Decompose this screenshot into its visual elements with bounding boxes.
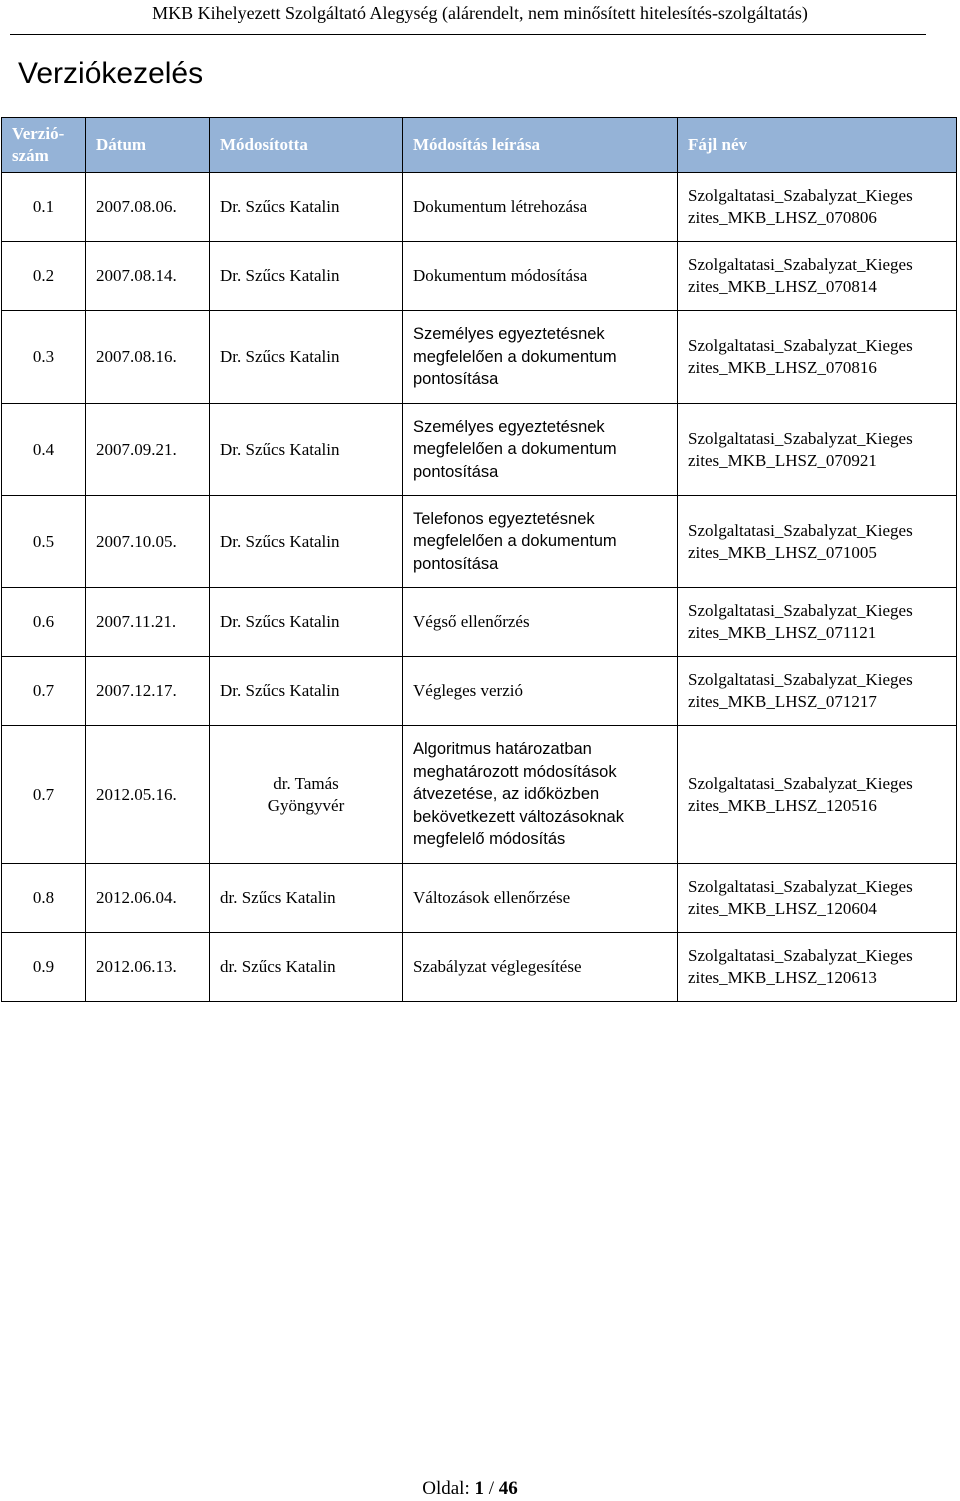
table-row — [2, 311, 957, 404]
date-cell: 2012.06.13. — [86, 933, 210, 1002]
author-cell: Dr. Szűcs Katalin — [210, 173, 403, 242]
filename-cell — [678, 173, 957, 242]
column-header-version-line1: Verzió- — [12, 124, 65, 143]
filename-line: Szolgaltatasi_Szabalyzat_Kieges — [688, 255, 913, 274]
description-line: Személyes egyeztetésnek — [413, 325, 605, 344]
filename-line: zites_MKB_LHSZ_070806 — [688, 208, 877, 227]
page-footer — [0, 1477, 940, 1501]
version-cell: 0.9 — [2, 933, 86, 1002]
description-cell — [403, 496, 678, 588]
date-cell: 2012.06.04. — [86, 864, 210, 933]
table-row — [2, 404, 957, 496]
filename-line: Szolgaltatasi_Szabalyzat_Kieges — [688, 520, 913, 540]
column-header-description: Módosítás leírása — [403, 118, 678, 173]
description-line: Személyes egyeztetésnek — [413, 417, 605, 436]
table-row — [2, 496, 957, 588]
filename-line: Szolgaltatasi_Szabalyzat_Kieges — [688, 946, 913, 965]
description-line: pontosítása — [413, 370, 499, 389]
column-header-version — [2, 118, 86, 173]
version-cell: 0.3 — [2, 311, 86, 404]
author-cell: dr. Szűcs Katalin — [210, 933, 403, 1002]
column-header-version-line2: szám — [12, 146, 49, 165]
filename-cell — [678, 242, 957, 311]
author-cell: Dr. Szűcs Katalin — [210, 496, 403, 588]
author-line: Gyöngyvér — [267, 795, 345, 815]
description-line: átvezetése, az időközben — [413, 785, 600, 804]
author-cell: Dr. Szűcs Katalin — [210, 657, 403, 726]
table-row — [2, 242, 957, 311]
description-cell — [403, 242, 678, 311]
description-cell — [403, 404, 678, 496]
filename-line: Szolgaltatasi_Szabalyzat_Kieges — [688, 670, 913, 689]
version-cell: 0.5 — [2, 496, 86, 588]
author-cell: Dr. Szűcs Katalin — [210, 404, 403, 496]
description-line: megfelelően a dokumentum — [413, 440, 617, 459]
description-line: Szabályzat véglegesítése — [413, 957, 582, 976]
description-cell — [403, 864, 678, 933]
description-line: megfelelően a dokumentum — [413, 532, 617, 551]
filename-line: zites_MKB_LHSZ_070921 — [688, 450, 877, 470]
column-header-date: Dátum — [86, 118, 210, 173]
author-cell: Dr. Szűcs Katalin — [210, 588, 403, 657]
filename-line: zites_MKB_LHSZ_070814 — [688, 277, 877, 296]
description-line: Végső ellenőrzés — [413, 612, 530, 631]
date-cell: 2007.10.05. — [86, 496, 210, 588]
filename-line: Szolgaltatasi_Szabalyzat_Kieges — [688, 336, 913, 355]
filename-cell — [678, 726, 957, 864]
table-row — [2, 657, 957, 726]
filename-line: zites_MKB_LHSZ_120604 — [688, 899, 877, 918]
description-line: meghatározott módosítások — [413, 762, 617, 781]
author-cell: Dr. Szűcs Katalin — [210, 311, 403, 404]
description-cell — [403, 657, 678, 726]
filename-cell — [678, 864, 957, 933]
column-header-author: Módosította — [210, 118, 403, 173]
date-cell: 2007.08.14. — [86, 242, 210, 311]
date-cell: 2007.08.16. — [86, 311, 210, 404]
filename-cell — [678, 588, 957, 657]
author-cell — [210, 726, 403, 864]
description-line: Dokumentum létrehozása — [413, 197, 588, 216]
description-line: pontosítása — [413, 554, 499, 573]
current-page-number: 1 — [474, 1478, 484, 1499]
filename-cell — [678, 311, 957, 404]
author-line: dr. Tamás — [273, 773, 339, 793]
date-cell: 2007.08.06. — [86, 173, 210, 242]
page-separator: / — [488, 1478, 495, 1499]
filename-line: zites_MKB_LHSZ_120516 — [688, 795, 877, 815]
description-line: pontosítása — [413, 462, 499, 481]
column-header-filename: Fájl név — [678, 118, 957, 173]
filename-line: Szolgaltatasi_Szabalyzat_Kieges — [688, 601, 913, 620]
version-cell: 0.8 — [2, 864, 86, 933]
table-row — [2, 864, 957, 933]
version-cell: 0.7 — [2, 726, 86, 864]
filename-line: zites_MKB_LHSZ_071217 — [688, 692, 877, 711]
table-body — [2, 173, 957, 1002]
page-label: Oldal: — [422, 1478, 470, 1499]
version-cell: 0.4 — [2, 404, 86, 496]
date-cell: 2007.09.21. — [86, 404, 210, 496]
filename-line: Szolgaltatasi_Szabalyzat_Kieges — [688, 428, 913, 448]
description-cell — [403, 588, 678, 657]
version-cell: 0.1 — [2, 173, 86, 242]
filename-line: Szolgaltatasi_Szabalyzat_Kieges — [688, 186, 913, 205]
author-cell: dr. Szűcs Katalin — [210, 864, 403, 933]
filename-line: zites_MKB_LHSZ_071121 — [688, 623, 877, 642]
author-cell: Dr. Szűcs Katalin — [210, 242, 403, 311]
version-cell: 0.2 — [2, 242, 86, 311]
description-line: Dokumentum módosítása — [413, 266, 588, 285]
section-title: Verziókezelés — [18, 57, 204, 90]
description-line: Algoritmus határozatban — [413, 740, 592, 759]
description-cell — [403, 933, 678, 1002]
version-cell: 0.6 — [2, 588, 86, 657]
filename-cell — [678, 404, 957, 496]
date-cell: 2007.11.21. — [86, 588, 210, 657]
description-cell — [403, 726, 678, 864]
filename-cell — [678, 933, 957, 1002]
filename-cell — [678, 657, 957, 726]
version-cell: 0.7 — [2, 657, 86, 726]
filename-line: Szolgaltatasi_Szabalyzat_Kieges — [688, 877, 913, 896]
total-pages: 46 — [498, 1478, 518, 1499]
filename-line: zites_MKB_LHSZ_071005 — [688, 542, 877, 562]
description-cell — [403, 173, 678, 242]
description-line: Végleges verzió — [413, 681, 523, 700]
filename-line: zites_MKB_LHSZ_120613 — [688, 968, 877, 987]
description-line: megfelelően a dokumentum — [413, 347, 617, 366]
table-row — [2, 726, 957, 864]
description-line: Változások ellenőrzése — [413, 888, 571, 907]
version-history-table — [1, 117, 957, 1002]
filename-line: Szolgaltatasi_Szabalyzat_Kieges — [688, 773, 913, 793]
filename-cell — [678, 496, 957, 588]
date-cell: 2007.12.17. — [86, 657, 210, 726]
filename-line: zites_MKB_LHSZ_070816 — [688, 358, 877, 377]
table-row — [2, 933, 957, 1002]
table-row — [2, 173, 957, 242]
description-line: Telefonos egyeztetésnek — [413, 509, 595, 528]
running-header: MKB Kihelyezett Szolgáltató Alegység (alárendelt, nem minősített hitelesítés-szolgáltatás) — [152, 3, 808, 23]
table-row — [2, 588, 957, 657]
description-line: megfelelő módosítás — [413, 830, 566, 849]
table-header-row — [2, 118, 957, 173]
description-line: bekövetkezett változásoknak — [413, 807, 624, 826]
date-cell: 2012.05.16. — [86, 726, 210, 864]
description-cell — [403, 311, 678, 404]
header-divider — [10, 34, 926, 35]
